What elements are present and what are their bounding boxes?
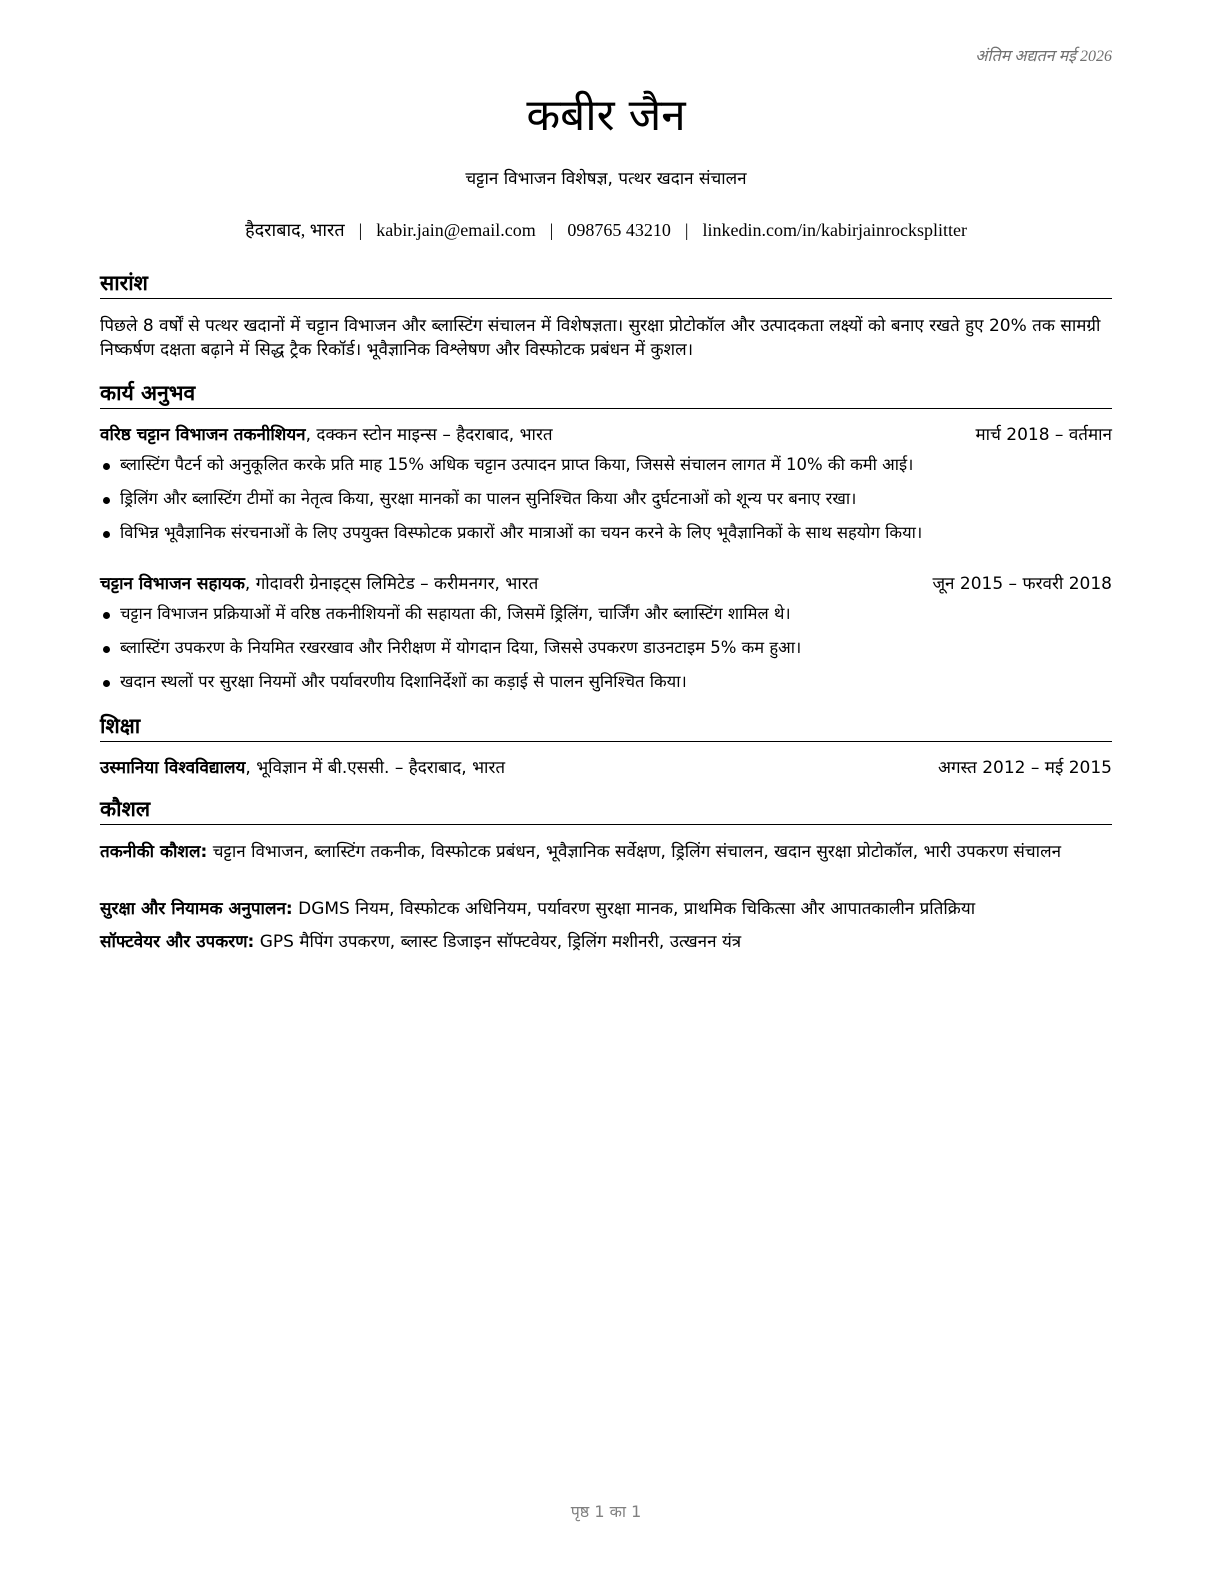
summary-text: पिछले 8 वर्षों से पत्थर खदानों में चट्टान विभाजन और ब्लास्टिंग संचालन में विशेषज्ञता। सुरक्षा प्रोटोकॉल और उत्पादकता लक्ष्यों को बनाए रखते हुए 20% तक सामग्री निष्कर्षण दक्षता बढ़ाने में सिद्ध ट्रैक रिकॉर्ड। भूवैज्ञानिक विश्लेषण और विस्फोटक प्रबंधन में कुशल।	[100, 316, 1101, 360]
contact-separator: |	[549, 220, 554, 240]
job-title-line	[100, 572, 538, 596]
job-bullet: ब्लास्टिंग उपकरण के नियमित रखरखाव और निरीक्षण में योगदान दिया, जिससे उपकरण डाउनटाइम 5% कम हुआ।	[100, 636, 1112, 670]
job-dates: मार्च 2018 – वर्तमान	[975, 425, 1112, 445]
skill-group-text: GPS मैपिंग उपकरण, ब्लास्ट डिजाइन सॉफ्टवेयर, ड्रिलिंग मशीनरी, उत्खनन यंत्र	[254, 932, 742, 952]
education-dates: अगस्त 2012 – मई 2015	[937, 758, 1112, 778]
candidate-name: कबीर जैन	[526, 90, 686, 141]
job-bullet: खदान स्थलों पर सुरक्षा नियमों और पर्यावरणीय दिशानिर्देशों का कड़ाई से पालन सुनिश्चित किया।	[100, 670, 1112, 704]
section-title-summary: सारांश	[100, 270, 1112, 299]
education-title-line	[100, 756, 505, 780]
education-institution: उस्मानिया विश्वविद्यालय	[100, 758, 246, 778]
job-org: , दक्कन स्टोन माइन्स – हैदराबाद, भारत	[305, 425, 553, 445]
job-org: , गोदावरी ग्रेनाइट्स लिमिटेड – करीमनगर, भारत	[244, 574, 539, 594]
last-updated: अंतिम अद्यतन मई 2026	[975, 48, 1112, 65]
skill-group-label: तकनीकी कौशल:	[100, 842, 208, 862]
contact-email[interactable]: kabir.jain@email.com	[376, 220, 536, 240]
contact-linkedin[interactable]: linkedin.com/in/kabirjainrocksplitter	[702, 220, 967, 240]
candidate-headline: चट्टान विभाजन विशेषज्ञ, पत्थर खदान संचालन	[465, 169, 747, 189]
job-title-line	[100, 423, 553, 447]
skill-group-label: सॉफ्टवेयर और उपकरण:	[100, 932, 255, 952]
skill-group-text: चट्टान विभाजन, ब्लास्टिंग तकनीक, विस्फोटक प्रबंधन, भूवैज्ञानिक सर्वेक्षण, ड्रिलिंग संचालन, खदान सुरक्षा प्रोटोकॉल, भारी उपकरण संचालन	[207, 842, 1062, 862]
contact-separator: |	[684, 220, 689, 240]
job-header	[100, 572, 1112, 596]
education-degree: , भूविज्ञान में बी.एससी. – हैदराबाद, भारत	[245, 758, 506, 778]
contact-location: हैदराबाद, भारत	[245, 220, 345, 240]
job-dates: जून 2015 – फरवरी 2018	[932, 574, 1112, 594]
page-number: पृष्ठ 1 का 1	[570, 1502, 642, 1521]
skill-group-safety	[100, 897, 1112, 921]
contact-line	[100, 218, 1112, 242]
job-role: चट्टान विभाजन सहायक	[100, 574, 245, 594]
section-title-skills: कौशल	[100, 796, 1112, 825]
resume-page	[100, 0, 1112, 1584]
section-title-education: शिक्षा	[100, 713, 1112, 742]
skill-group-software	[100, 930, 1112, 954]
job-bullet: चट्टान विभाजन प्रक्रियाओं में वरिष्ठ तकनीशियनों की सहायता की, जिसमें ड्रिलिंग, चार्जिंग और ब्लास्टिंग शामिल थे।	[100, 602, 1112, 636]
education-entry	[100, 756, 1112, 780]
job-bullets	[100, 453, 1112, 555]
job-bullets	[100, 602, 1112, 704]
contact-phone: 098765 43210	[567, 220, 671, 240]
skill-group-technical	[100, 840, 1112, 864]
job-header	[100, 423, 1112, 447]
contact-separator: |	[358, 220, 363, 240]
skill-group-text: DGMS नियम, विस्फोटक अधिनियम, पर्यावरण सुरक्षा मानक, प्राथमिक चिकित्सा और आपातकालीन प्रतिक्रिया	[292, 899, 976, 919]
job-role: वरिष्ठ चट्टान विभाजन तकनीशियन	[100, 425, 306, 445]
skill-group-label: सुरक्षा और नियामक अनुपालन:	[100, 899, 293, 919]
section-title-experience: कार्य अनुभव	[100, 380, 1112, 409]
job-bullet: ड्रिलिंग और ब्लास्टिंग टीमों का नेतृत्व किया, सुरक्षा मानकों का पालन सुनिश्चित किया और दुर्घटनाओं को शून्य पर बनाए रखा।	[100, 487, 1112, 521]
job-bullet: विभिन्न भूवैज्ञानिक संरचनाओं के लिए उपयुक्त विस्फोटक प्रकारों और मात्राओं का चयन करने के लिए भूवैज्ञानिकों के साथ सहयोग किया।	[100, 521, 1112, 555]
job-bullet: ब्लास्टिंग पैटर्न को अनुकूलित करके प्रति माह 15% अधिक चट्टान उत्पादन प्राप्त किया, जिससे संचालन लागत में 10% की कमी आई।	[100, 453, 1112, 487]
